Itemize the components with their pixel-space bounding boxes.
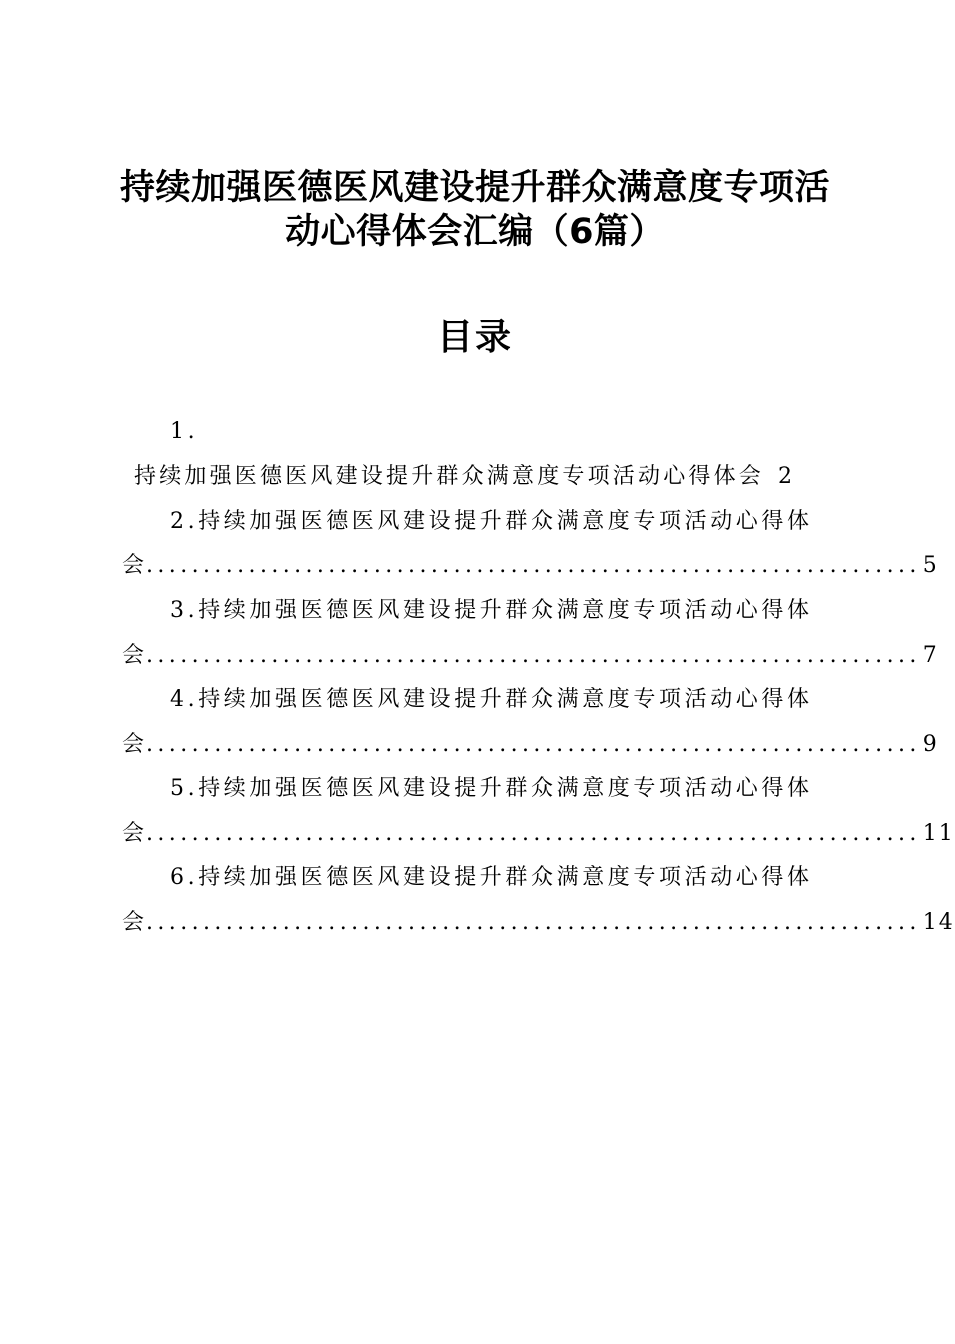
toc-item-3-leader[interactable] [122, 640, 939, 672]
toc-item-1-page: 2 [778, 464, 796, 489]
toc-item-1-entry[interactable] [134, 461, 795, 493]
document-title-line-1: 持续加强医德医风建设提升群众满意度专项活 [119, 168, 830, 208]
toc-heading: 目录 [436, 317, 513, 358]
toc-item-6-leader[interactable] [122, 907, 955, 939]
toc-item-3-page: 7 [922, 643, 939, 668]
toc-item-6-dots: .................................................................... [146, 910, 921, 935]
toc-item-4-page: 9 [922, 732, 939, 757]
toc-item-2-dots: .................................................................... [146, 553, 921, 578]
toc-item-1-number: 1. [170, 419, 199, 444]
toc-item-2-leader[interactable] [122, 550, 939, 582]
toc-item-2-title[interactable]: 2.持续加强医德医风建设提升群众满意度专项活动心得体 [170, 509, 813, 534]
toc-item-5-page: 11 [922, 821, 955, 846]
toc-item-6-tail: 会 [122, 910, 145, 935]
toc-item-4-leader[interactable] [122, 729, 939, 761]
toc-item-2-page: 5 [922, 553, 939, 578]
document-title-line-2: 动心得体会汇编（6篇） [285, 212, 665, 252]
toc-item-3-title[interactable]: 3.持续加强医德医风建设提升群众满意度专项活动心得体 [170, 598, 813, 623]
toc-item-5-leader[interactable] [122, 818, 955, 850]
toc-item-4-tail: 会 [122, 732, 145, 757]
toc-item-5-title[interactable]: 5.持续加强医德医风建设提升群众满意度专项活动心得体 [170, 776, 813, 801]
toc-item-1-title: 持续加强医德医风建设提升群众满意度专项活动心得体会 [134, 464, 765, 489]
toc-item-4-dots: .................................................................... [146, 732, 921, 757]
toc-item-5-tail: 会 [122, 821, 145, 846]
toc-item-6-page: 14 [922, 910, 955, 935]
toc-item-2-tail: 会 [122, 553, 145, 578]
toc-item-4-title[interactable]: 4.持续加强医德医风建设提升群众满意度专项活动心得体 [170, 687, 813, 712]
toc-item-3-tail: 会 [122, 643, 145, 668]
toc-item-3-dots: .................................................................... [146, 643, 921, 668]
toc-item-5-dots: .................................................................... [146, 821, 921, 846]
toc-item-6-title[interactable]: 6.持续加强医德医风建设提升群众满意度专项活动心得体 [170, 865, 813, 890]
